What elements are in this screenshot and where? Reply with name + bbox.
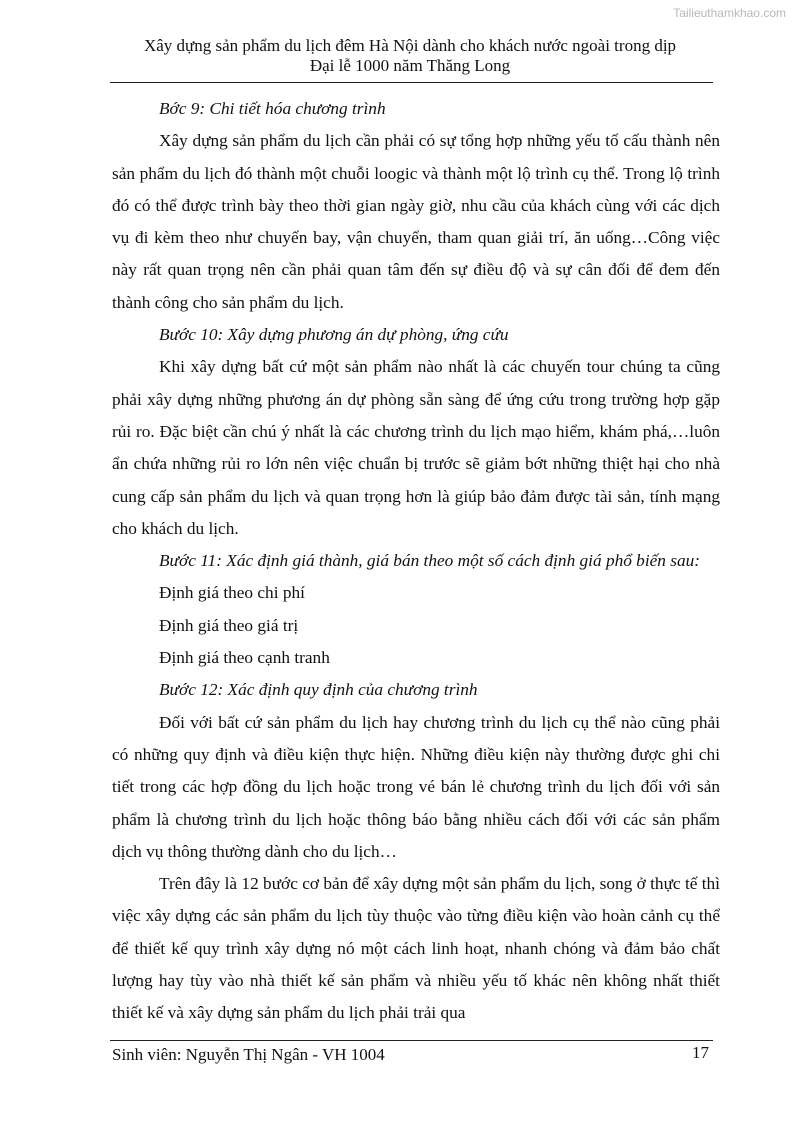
step-12-paragraph: Đối với bất cứ sản phẩm du lịch hay chương trình du lịch cụ thể nào cũng phải có những quy định và điều kiện thực hiện. Những điều kiện này thường được ghi chi tiết trong các hợp đồng du lịch hoặc trong vé bán lẻ chương trình du lịch đối với sản phẩm là chương trình du lịch hoặc thông báo bằng nhiều cách đối với các sản phẩm dịch vụ thông thường dành cho du lịch… — [112, 712, 720, 861]
running-header — [110, 36, 710, 76]
header-divider — [110, 82, 713, 83]
step-9-heading: Bớc 9: Chi tiết hóa chương trình — [159, 99, 386, 118]
footer-student: Sinh viên: Nguyễn Thị Ngân - VH 1004 — [112, 1045, 385, 1064]
summary-paragraph: Trên đây là 12 bước cơ bản để xây dựng một sản phẩm du lịch, song ở thực tế thì việc xây dựng các sản phẩm du lịch tùy thuộc vào từng điều kiện vào hoàn cảnh cụ thể để thiết kế quy trình xây dựng nó một cách linh hoạt, nhanh chóng và đảm bảo chất lượng hay tùy vào nhà thiết kế sản phẩm và nhiều yếu tố khác nên không nhất thiết thiết kế và xây dựng sản phẩm du lịch phải trải qua — [112, 874, 720, 1023]
watermark: Tailieuthamkhao.com — [673, 6, 786, 20]
step-12-heading: Bước 12: Xác định quy định của chương trình — [159, 680, 478, 700]
header-line-1: Xây dựng sản phẩm du lịch đêm Hà Nội dành cho khách nước ngoài trong dịp — [143, 36, 677, 55]
step-11-heading: Bước 11: Xác định giá thành, giá bán theo một số cách định giá phổ biến sau: — [159, 551, 701, 571]
page-number: 17 — [692, 1043, 709, 1062]
header-line-2: Đại lễ 1000 năm Thăng Long — [309, 56, 511, 75]
step-10-paragraph: Khi xây dựng bất cứ một sản phẩm nào nhất là các chuyến tour chúng ta cũng phải xây dựng những phương án dự phòng sẵn sàng để ứng cứu trong trường hợp gặp rủi ro. Đặc biệt cần chú ý nhất là các chương trình du lịch mạo hiểm, khám phá,…luôn ẩn chứa những rủi ro lớn nên việc chuẩn bị trước sẽ giảm bớt những thiệt hại cho nhà cung cấp sản phẩm du lịch và quan trọng hơn là giúp bảo đảm được tài sản, tính mạng cho khách du lịch. — [112, 357, 720, 538]
pricing-item-cost: Định giá theo chi phí — [159, 583, 305, 603]
page-body — [112, 93, 720, 1030]
step-10-heading: Bước 10: Xây dựng phương án dự phòng, ứng cứu — [159, 325, 509, 345]
step-9-paragraph: Xây dựng sản phẩm du lịch cần phải có sự tổng hợp những yếu tố cấu thành nên sản phẩm du lịch đó thành một chuỗi loogic và thành một lộ trình cụ thể. Trong lộ trình đó có thể được trình bày theo thời gian ngày giờ, nhu cầu của khách cùng với các dịch vụ đi kèm theo như chuyến bay, vận chuyển, tham quan giải trí, ăn uống…Công việc này rất quan trọng nên cần phải quan tâm đến sự điều độ và sự cân đối để đem đến thành công cho sản phẩm du lịch. — [112, 131, 720, 312]
pricing-item-competition: Định giá theo cạnh tranh — [159, 648, 330, 668]
pricing-item-value: Định giá theo giá trị — [159, 615, 299, 635]
footer-divider — [110, 1040, 713, 1041]
